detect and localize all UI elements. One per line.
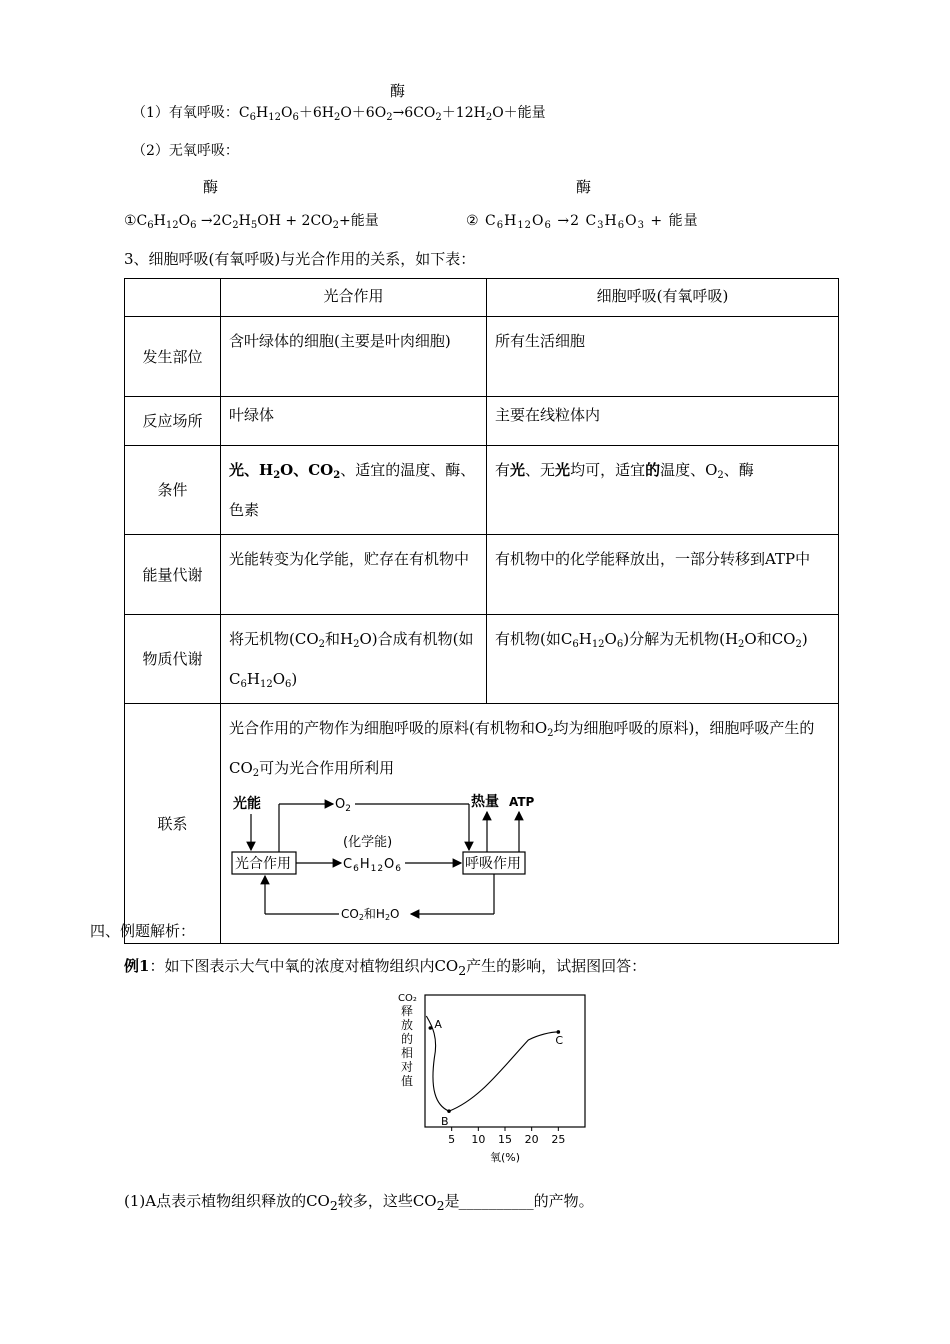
o2-label: $O_2$ [335,797,351,814]
point-label-b: B [441,1115,449,1129]
row-label: 能量代谢 [125,535,221,615]
subscript: 2 [332,220,340,231]
text-segment: H [504,213,518,229]
light-energy-label: 光能 [233,796,261,812]
text-segment: 将无机物(CO [229,630,319,648]
anaerobic-equation-1 [124,210,379,230]
subscript: 6 [544,220,552,231]
text-segment: +能量 [339,213,379,229]
text-segment: C [238,105,250,121]
text-segment: O＋6O [340,105,387,121]
y-axis-label-char: 相 [401,1046,414,1060]
table-row [125,317,839,397]
text-segment: H [256,105,269,121]
subscript: 2 [252,768,260,779]
subscript: 2 [232,220,239,231]
point-label-a: A [434,1018,442,1031]
question-1 [124,1190,594,1213]
subscript: 2 [485,112,493,123]
text-segment: O [625,213,638,229]
text-segment: 、酶 [723,461,754,479]
point-label-c: C [555,1033,564,1047]
subscript: 2 [436,1198,445,1213]
text-segment: 、适宜的温度、酶、色素 [229,461,476,519]
x-tick-label: 15 [498,1133,512,1146]
anaerobic-equation-2 [466,210,699,230]
resp-cell: 主要在线粒体内 [487,397,839,446]
relation-cell [221,704,839,944]
subscript: 2 [353,639,360,650]
text-segment: ② C [466,213,497,229]
text-segment: 温度、O [660,461,718,479]
photo-cell: 叶绿体 [221,397,487,446]
resp-cell [487,615,839,704]
subscript: 2 [333,470,341,481]
text-segment: 的产物。 [533,1192,594,1210]
photo-cell: 光能转变为化学能，贮存在有机物中 [221,535,487,615]
resp-cell: 有机物中的化学能释放出，一部分转移到ATP中 [487,535,839,615]
row-label: 发生部位 [125,317,221,397]
subscript: 6 [240,679,247,690]
row-label: 条件 [125,446,221,535]
text-segment: O [272,670,285,688]
photosynthesis-label: 光合作用 [235,856,291,872]
table-row [125,535,839,615]
subscript: 2 [458,963,467,978]
subscript: 12 [268,112,281,123]
subscript: 6 [572,639,579,650]
co2-h2o-label: CO2和H2O [341,907,400,922]
resp-cell [487,446,839,535]
subscript: 6 [616,639,624,650]
example-1-text [124,955,646,978]
example-1-body [149,957,647,978]
y-axis-label-char: CO₂ [398,993,417,1004]
subscript: 6 [617,220,626,231]
subscript: 2 [795,639,802,650]
text-segment: O [280,105,293,121]
text-segment: ①C [124,213,148,229]
text-segment: 是 [444,1192,459,1210]
text-segment: O [604,630,617,648]
photo-cell: 含叶绿体的细胞(主要是叶肉细胞) [221,317,487,397]
photo-cell [221,446,487,535]
text-segment: 、无 [525,461,556,479]
relation-table [124,278,839,944]
text-segment: →6CO [392,105,436,121]
subscript: 3 [637,220,645,231]
text-segment: + 能量 [644,213,699,229]
relation-diagram [229,788,539,926]
x-tick-label: 25 [551,1133,566,1146]
subscript: 12 [517,220,533,231]
heat-label: 热量 [471,794,499,810]
anaerobic-label: （2）无氧呼吸： [132,143,239,159]
text-segment: H [604,213,618,229]
y-axis-label-char: 值 [401,1074,414,1088]
relation-text [229,708,830,788]
subscript: 6 [285,679,292,690]
subscript: 2 [386,112,393,123]
text-segment: O＋能量 [492,105,546,121]
subscript: 2 [738,639,745,650]
aerobic-formula [239,105,546,121]
subscript: 6 [249,112,257,123]
row-label: 联系 [125,704,221,944]
enzyme-label-2: 酶 [203,178,219,196]
subscript: 12 [165,220,179,231]
header-photosynthesis: 光合作用 [221,279,487,317]
text-segment: O [532,213,545,229]
subscript: 6 [147,220,154,231]
text-segment: H [238,213,251,229]
text-segment: →2C [196,213,233,229]
x-tick-label: 10 [471,1133,486,1146]
enzyme-label-1: 酶 [390,82,406,100]
text-segment: OH + 2CO [257,213,333,229]
oxygen-co2-chart [395,985,595,1165]
text-segment: 有 [495,461,511,479]
glucose-label: $C_6H_{12}O_6$ [343,857,403,874]
point-a [429,1026,433,1030]
subscript: 2 [273,470,281,481]
text-segment: O [178,213,191,229]
subscript: 6 [190,220,197,231]
text-segment: 光、H [229,461,274,479]
section3-title: 3、细胞呼吸(有氧呼吸)与光合作用的关系，如下表： [124,250,476,268]
section4-title: 四、例题解析： [90,922,196,940]
y-axis-label-char: 对 [401,1060,414,1074]
subscript: 12 [259,679,273,690]
text-segment: ：如下图表示大气中氧的浓度对植物组织内CO [149,957,459,975]
text-segment: H [578,630,592,648]
x-axis-label: 氧(%) [489,1151,521,1164]
text-segment: 光 [555,461,571,479]
text-segment: ＋12H [441,105,486,121]
subscript: 6 [496,220,505,231]
photo-cell [221,615,487,704]
chem-energy-label: (化学能) [343,835,393,850]
row-label: 物质代谢 [125,615,221,704]
aerobic-label: （1）有氧呼吸： [132,105,239,121]
subscript: 5 [250,220,258,231]
table-row [125,397,839,446]
text-segment: ＋6H [298,105,334,121]
subscript: 2 [717,470,724,481]
text-segment: ) [291,670,298,688]
subscript: 2 [333,112,341,123]
text-segment: (1)A点表示植物组织释放的CO [124,1192,330,1210]
text-segment: 均可，适宜 [570,461,646,479]
text-segment: H [153,213,166,229]
subscript: 2 [329,1198,338,1213]
y-axis-label-char: 释 [401,1004,414,1018]
text-segment: 产生的影响，试据图回答： [466,957,647,975]
text-segment: 的 [645,461,661,479]
subscript: 2 [318,639,326,650]
chart-curve [426,1016,558,1111]
text-segment: 可为光合作用所利用 [259,759,395,777]
x-tick-label: 5 [448,1133,456,1146]
enzyme-label-3: 酶 [576,178,592,196]
subscript: 2 [547,728,554,739]
header-respiration: 细胞呼吸(有氧呼吸) [487,279,839,317]
text-segment: ) [801,630,808,648]
text-segment: →2 C [551,213,598,229]
aerobic-equation [132,102,546,122]
text-segment: 光 [510,461,526,479]
text-segment: 和H [325,630,354,648]
subscript: 2 [435,112,442,123]
text-segment: __________ [458,1192,534,1210]
text-segment: )分解为无机物(H [623,630,739,648]
table-row [125,615,839,704]
text-segment: 光合作用的产物作为细胞呼吸的原料(有机物和O [229,719,548,737]
text-segment: 均为细胞呼吸的原料)，细胞呼吸产生的CO [229,719,815,777]
header-cell-empty [125,279,221,317]
table-row [125,446,839,535]
y-axis-label-char: 的 [401,1032,414,1046]
table-row [125,704,839,944]
example-1-label: 例1 [124,957,150,975]
respiration-label: 呼吸作用 [465,856,521,872]
text-segment: 有机物(如C [495,630,573,648]
atp-label: ATP [509,795,535,809]
chart-frame [425,995,585,1127]
text-segment: O和CO [744,630,796,648]
subscript: 12 [591,639,605,650]
subscript: 3 [597,220,605,231]
resp-cell: 所有生活细胞 [487,317,839,397]
subscript: 6 [292,112,299,123]
table-header-row [125,279,839,317]
point-b [447,1109,451,1113]
text-segment: O、CO [280,461,334,479]
text-segment: H [246,670,260,688]
row-label: 反应场所 [125,397,221,446]
text-segment: O)合成有机物(如C [229,630,474,688]
x-tick-label: 20 [524,1133,539,1146]
text-segment: 较多，这些CO [337,1192,437,1210]
y-axis-label-char: 放 [401,1018,414,1032]
